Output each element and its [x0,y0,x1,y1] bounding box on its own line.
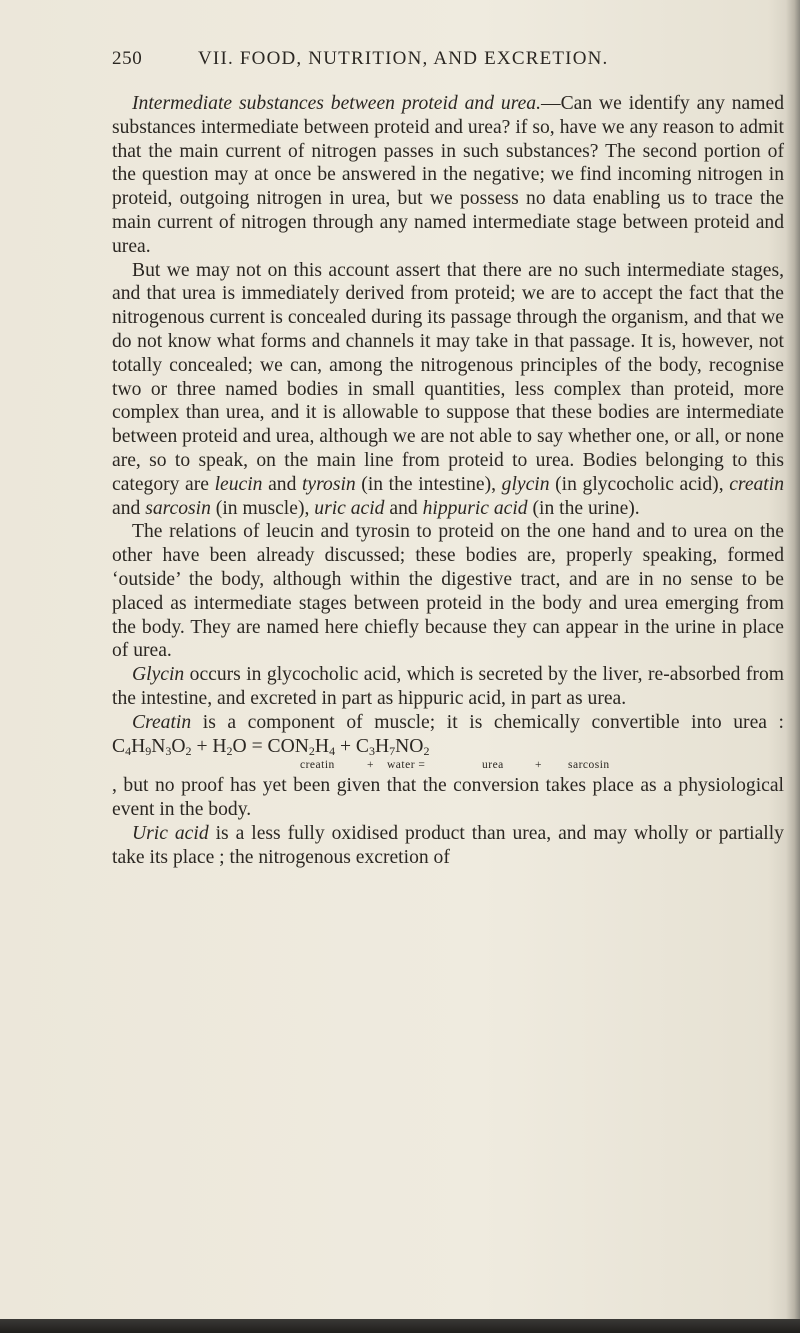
paragraph-bodies [112,259,784,521]
paragraph-uric-acid [112,822,784,870]
paragraph-text: and [112,497,146,519]
page-bottom-edge [0,1319,800,1333]
paragraph-text: But we may not on this account assert that there are no such intermediate stages, and that urea is immediately derived from proteid; we are to accept the fact that the nitrogenous current is concealed during its passage through the organism, and that we do not know what forms and channels it may take in that passage. It is, however, not totally concealed; we can, among the nitrogenous principles of the body, recognise two or three named bodies in small quantities, less complex than proteid, more complex than urea, and it is allowable to suppose that these bodies are intermediate between proteid and urea, although we are not able to say whether one, or all, or none are, so to speak, on the main line from proteid to urea. Bodies belonging to this category are [112,259,784,495]
paragraph-text: (in glycocholic acid), [549,473,730,495]
gloss-creatin: creatin [300,759,335,772]
paragraph-text: The relations of leucin and tyrosin to proteid on the one hand and to urea on the other have been already discussed; these bodies are, properly speaking, formed ‘outside’ the body, although within the digestive tract, and are in no sense to be placed as intermediate stages between proteid in the body and urea emerging from the body. They are named here chiefly because they can appear in the urine in place of urea. [112,521,784,662]
term-uric-acid: uric acid [314,497,385,519]
gloss-plus: + [535,759,542,772]
paragraph-text: (in the intestine), [355,473,502,495]
gloss-sarcosin: sarcosin [568,759,610,772]
paragraph-text: is a less fully oxidised product than urea, and may wholly or partially take its place ; the nitrogenous excretion of [112,822,784,868]
paragraph-text: (in the urine). [527,497,640,519]
gloss-plus: + [367,759,374,772]
gloss-water: water = [387,759,426,772]
paragraph-leucin-tyrosin [112,520,784,663]
paragraph-glycin [112,663,784,711]
term-sarcosin: sarcosin [145,497,211,519]
term-hippuric-acid: hippuric acid [422,497,528,519]
term-tyrosin: tyrosin [301,473,356,495]
term-creatin: creatin [729,473,784,495]
running-title: VII. FOOD, NUTRITION, AND EXCRETION. [198,48,609,69]
paragraph-text: is a component of muscle; it is chemically convertible into urea : [191,711,784,733]
section-heading: Glycin [132,664,185,686]
paragraph-text: , but no proof has yet been given that the conversion takes place as a physiological event in the body. [112,775,784,821]
page-number: 250 [112,48,143,69]
section-heading: Creatin [132,711,192,733]
paragraph-text: occurs in glycocholic acid, which is secreted by the liver, re-absorbed from the intestine, and excreted in part as hippuric acid, in part as urea. [112,664,784,709]
section-heading: Uric acid [132,822,209,844]
paragraph-text: —Can we identify any named substances intermediate between proteid and urea? if so, have we any reason to admit that the main current of nitrogen passes in such substances? The second portion of the question may at once be answered in the negative; we find incoming nitrogen in proteid, outgoing nitrogen in urea, but we possess no data enabling us to trace the main current of nitrogen through any named intermediate stage between proteid and urea. [112,93,784,257]
paragraph-creatin [112,711,784,822]
running-header [112,48,752,76]
section-heading: Intermediate substances between proteid and urea. [132,93,541,114]
paragraph-text: (in muscle), [210,497,315,519]
paragraph-text: and [384,497,423,519]
body-text [112,92,784,870]
paragraph-text: and [262,473,302,495]
page-edge-shadow [786,0,800,1333]
chemical-equation: $C_4H_9N_3O_2 + H_2O = CON_2H_4 + C_3H_7NO_2$ [112,735,430,758]
paragraph-intermediate [112,92,784,259]
term-leucin: leucin [214,473,263,495]
equation-gloss [112,758,784,774]
term-glycin: glycin [501,473,550,495]
gloss-urea: urea [482,759,504,772]
